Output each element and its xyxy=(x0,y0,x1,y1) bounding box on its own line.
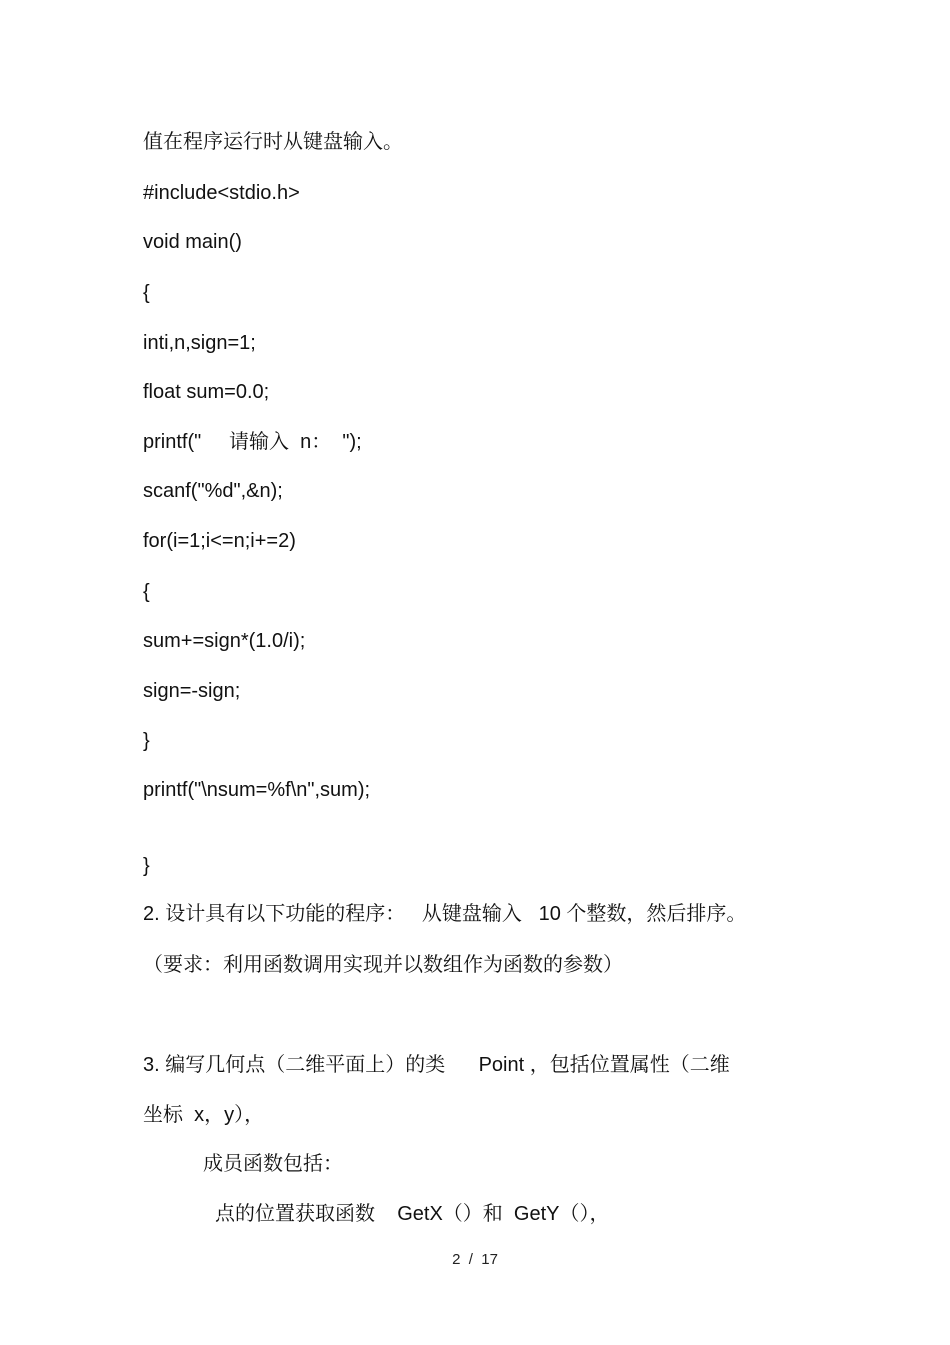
code-line-sign: sign=-sign; xyxy=(143,680,241,702)
question-2: 2. 设计具有以下功能的程序： 从键盘输入 10 个整数，然后排序。 xyxy=(143,903,747,925)
code-line-main: void main() xyxy=(143,231,242,253)
code-line-scanf: scanf("%d",&n); xyxy=(143,480,283,502)
member-function-getxy: 点的位置获取函数 GetX（）和 GetY（）， xyxy=(215,1203,610,1225)
code-line-printf-prompt: printf(" 请输入 n： "); xyxy=(143,431,362,453)
code-line-for-close-brace: } xyxy=(143,730,150,752)
code-line-int-decl: inti,n,sign=1; xyxy=(143,332,256,354)
member-functions-heading: 成员函数包括： xyxy=(203,1153,343,1175)
question-2-requirement: （要求：利用函数调用实现并以数组作为函数的参数） xyxy=(143,954,623,976)
code-line-for-open-brace: { xyxy=(143,581,150,603)
code-line-open-brace: { xyxy=(143,282,150,304)
code-line-for: for(i=1;i<=n;i+=2) xyxy=(143,530,296,552)
question-3-continued: 坐标 x，y）， xyxy=(143,1104,265,1126)
page-number: 2 / 17 xyxy=(452,1251,498,1268)
text-line-intro: 值在程序运行时从键盘输入。 xyxy=(143,131,403,153)
code-line-float-decl: float sum=0.0; xyxy=(143,381,270,403)
code-line-close-brace: } xyxy=(143,855,150,877)
question-3: 3. 编写几何点（二维平面上）的类 Point ，包括位置属性（二维 xyxy=(143,1054,730,1076)
code-line-sum: sum+=sign*(1.0/i); xyxy=(143,630,306,652)
code-line-printf-sum: printf("\nsum=%f\n",sum); xyxy=(143,779,371,801)
code-line-include: #include<stdio.h> xyxy=(143,182,300,204)
